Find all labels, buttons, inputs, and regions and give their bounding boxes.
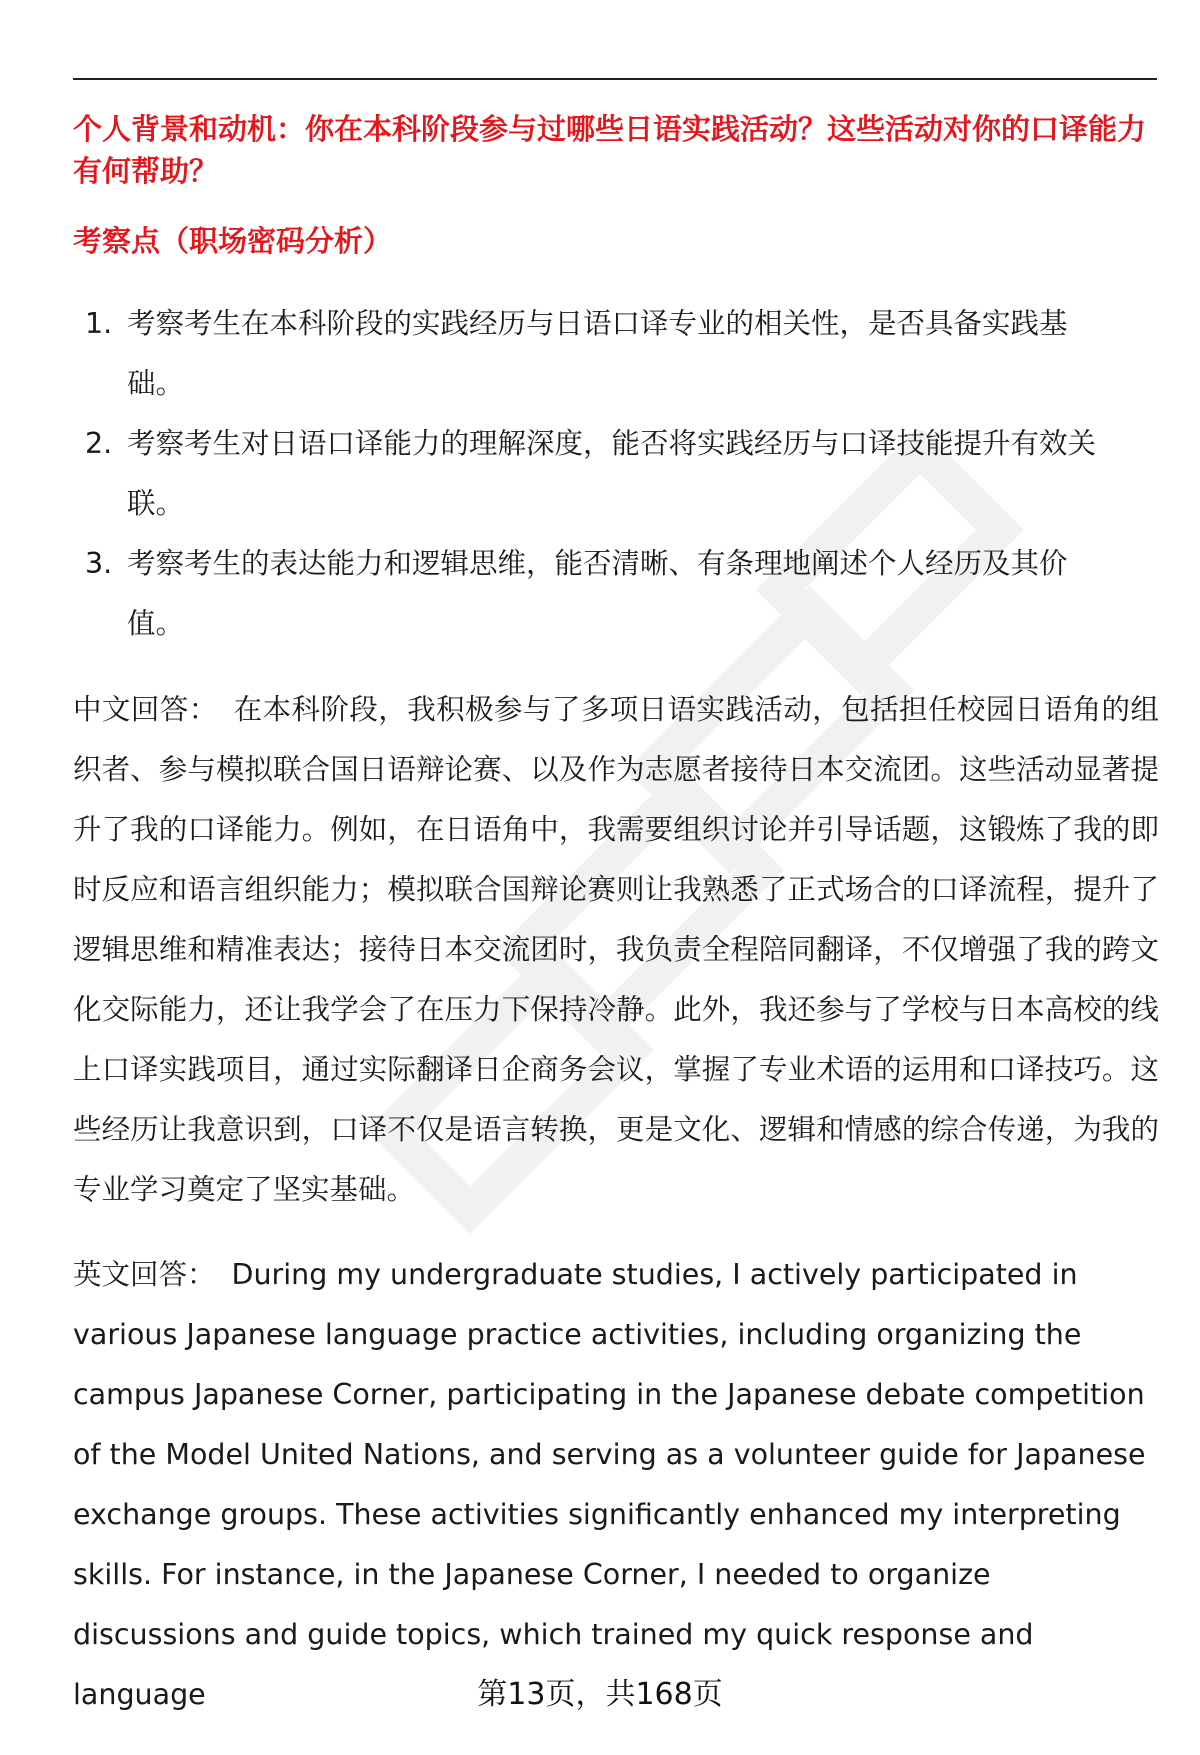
page-indicator: 第13页，共168页 xyxy=(477,1677,723,1712)
assessment-list xyxy=(73,294,1103,654)
english-answer-text: During my undergraduate studies, I actively participated in various Japanese language practice activities, including organizing the campus Japanese Corner, participating in the Japanese debate competition of the Model United Nations, and serving as a volunteer guide for Japanese exchange groups. These activities significantly enhanced my interpreting skills. For instance, in the Japanese Corner, I needed to organize discussions and guide topics, which trained my quick response and language xyxy=(73,1258,1146,1711)
english-answer-label: 英文回答： xyxy=(73,1258,216,1291)
list-item xyxy=(73,294,1103,414)
chinese-answer-text: 在本科阶段，我积极参与了多项日语实践活动，包括担任校园日语角的组织者、参与模拟联合国日语辩论赛、以及作为志愿者接待日本交流团。这些活动显著提升了我的口译能力。例如，在日语角中，我需要组织讨论并引导话题，这锻炼了我的即时反应和语言组织能力；模拟联合国辩论赛则让我熟悉了正式场合的口译流程，提升了逻辑思维和精准表达；接待日本交流团时，我负责全程陪同翻译，不仅增强了我的跨文化交际能力，还让我学会了在压力下保持冷静。此外，我还参与了学校与日本高校的线上口译实践项目，通过实际翻译日企商务会议，掌握了专业术语的运用和口译技巧。这些经历让我意识到，口译不仅是语言转换，更是文化、逻辑和情感的综合传递，为我的专业学习奠定了坚实基础。 xyxy=(73,693,1159,1206)
list-item-text: 考察考生对日语口译能力的理解深度，能否将实践经历与口译技能提升有效关联。 xyxy=(127,427,1097,520)
chinese-answer-label: 中文回答： xyxy=(73,693,218,726)
chinese-answer xyxy=(73,680,1159,1220)
question-heading: 个人背景和动机：你在本科阶段参与过哪些日语实践活动？这些活动对你的口译能力有何帮助？ xyxy=(73,112,1147,188)
list-item-number: 3. xyxy=(85,547,113,580)
list-item-text: 考察考生的表达能力和逻辑思维，能否清晰、有条理地阐述个人经历及其价值。 xyxy=(127,547,1068,640)
list-item xyxy=(73,534,1103,654)
top-divider xyxy=(73,78,1157,80)
list-item xyxy=(73,414,1103,534)
english-answer xyxy=(73,1245,1159,1725)
list-item-number: 1. xyxy=(85,307,113,340)
list-item-text: 考察考生在本科阶段的实践经历与日语口译专业的相关性，是否具备实践基础。 xyxy=(127,307,1068,400)
list-item-number: 2. xyxy=(85,427,113,460)
assessment-title: 考察点（职场密码分析） xyxy=(73,224,393,258)
